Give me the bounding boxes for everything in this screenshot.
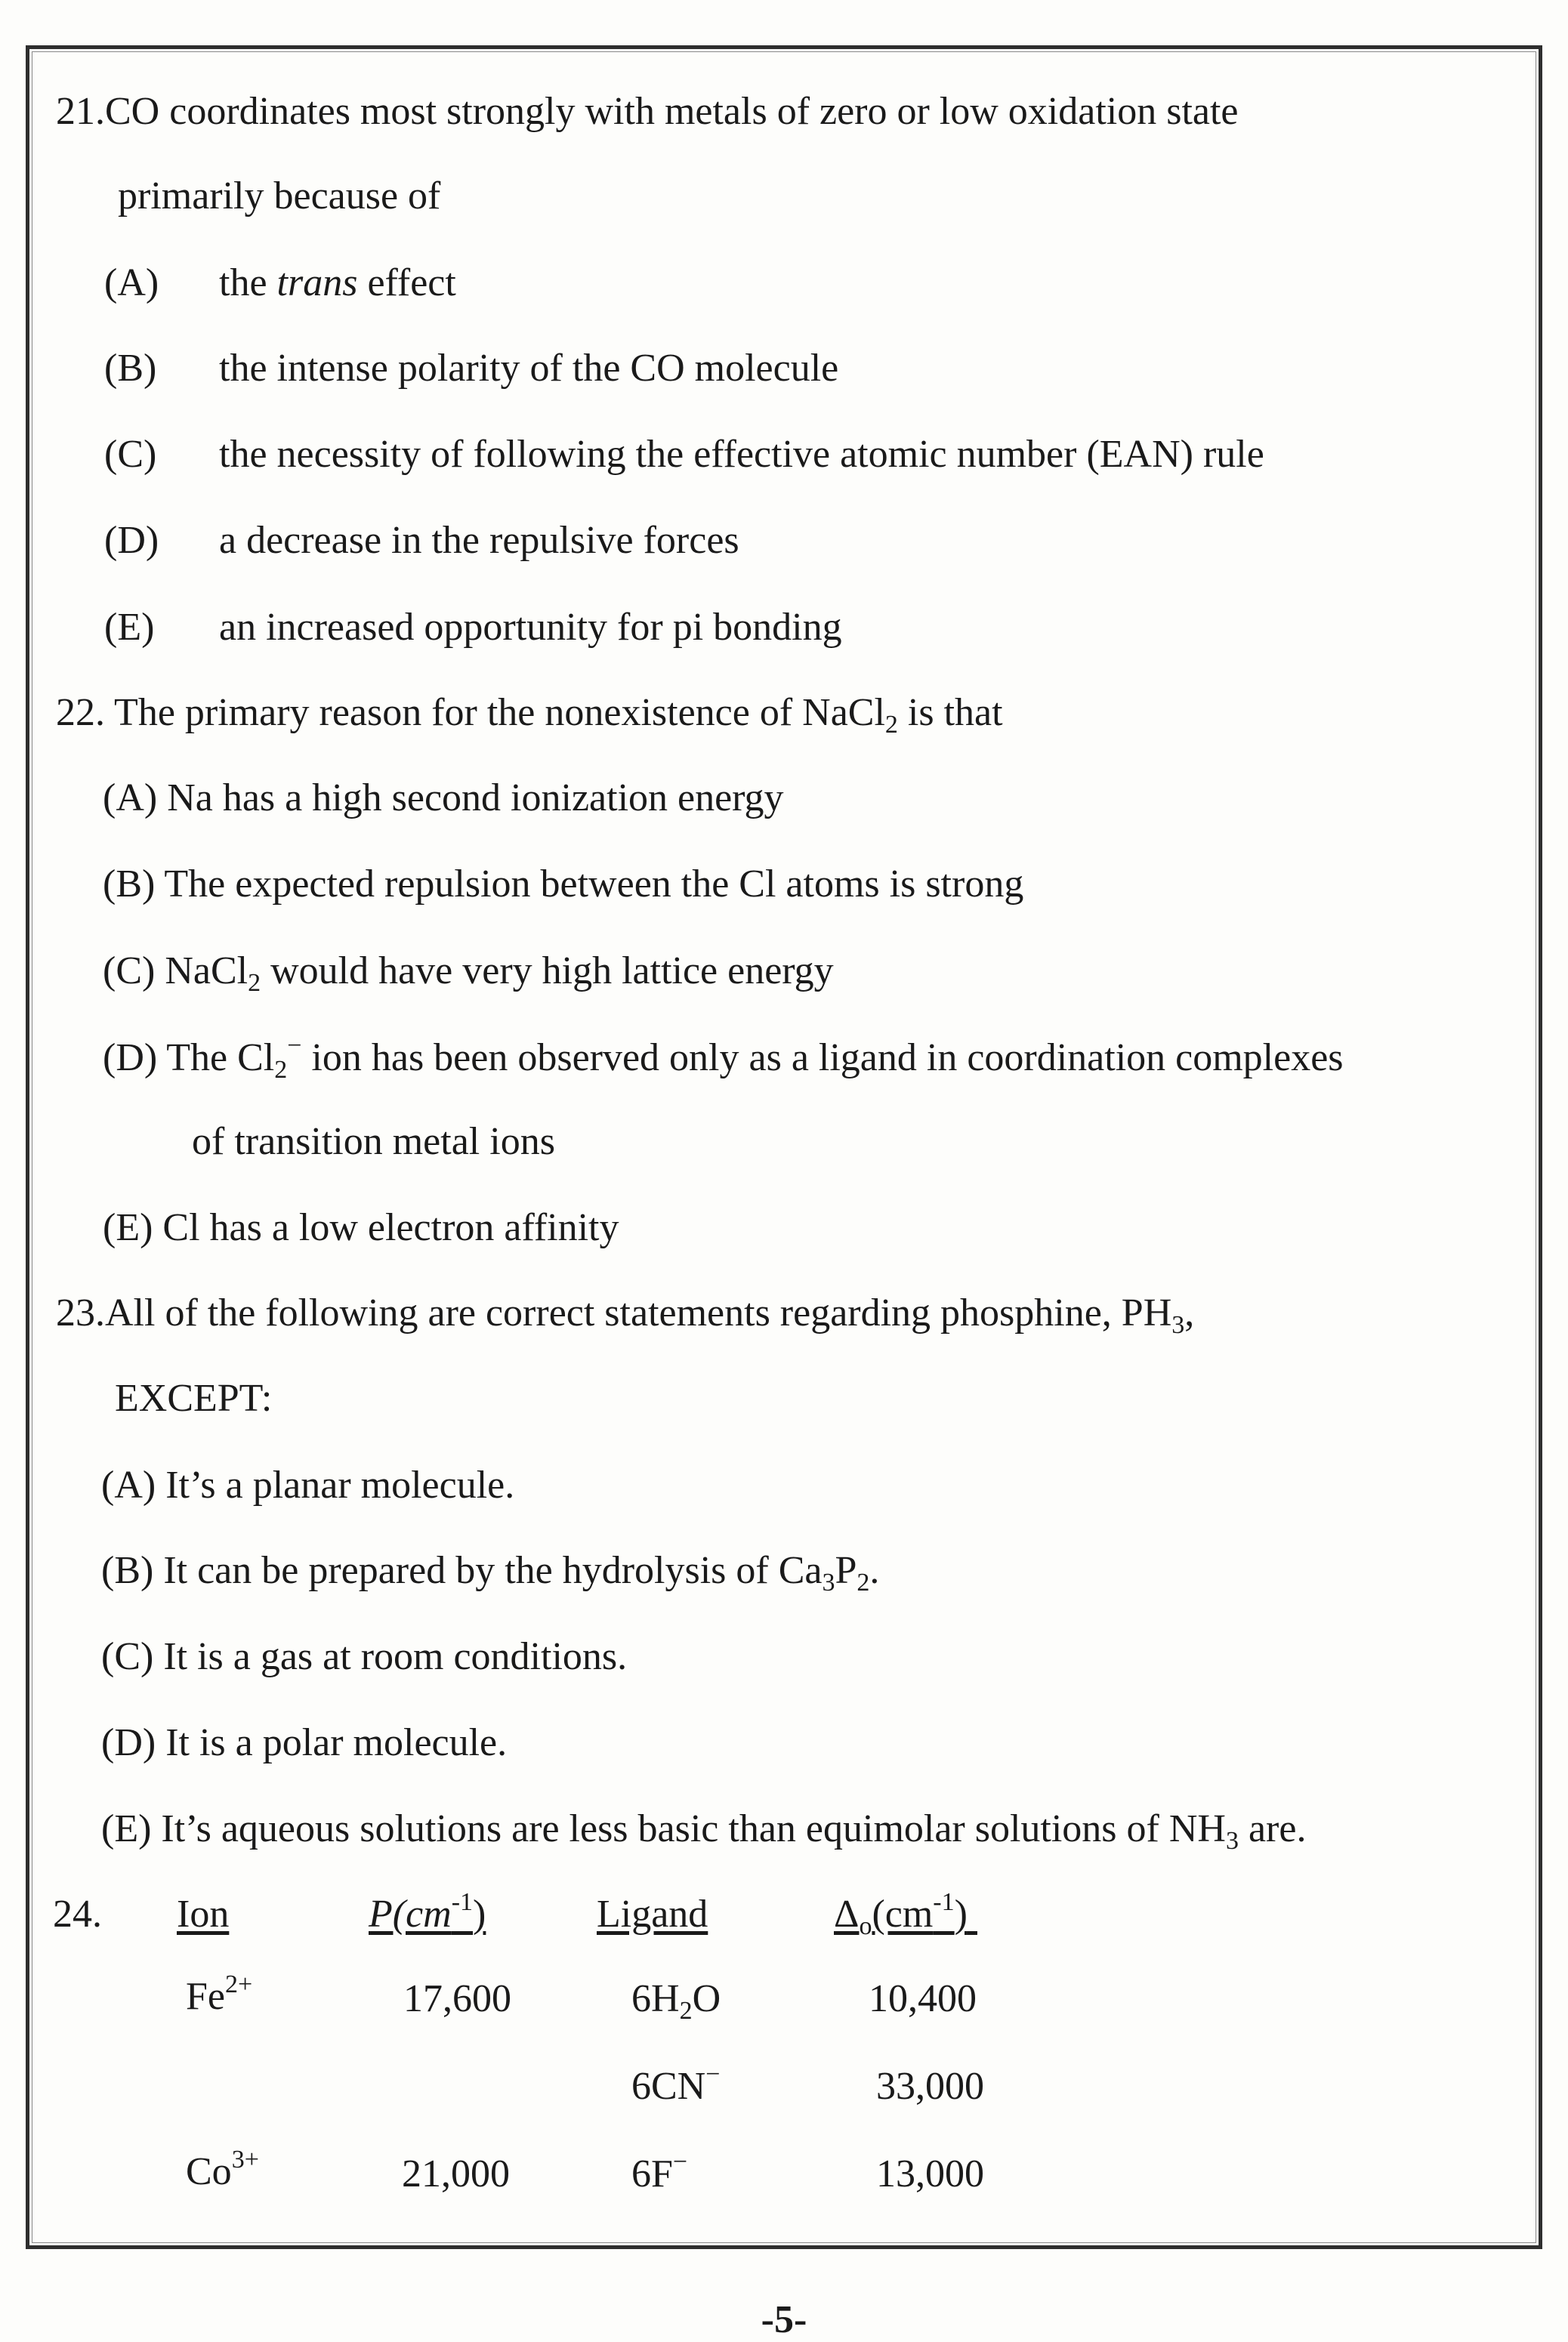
q22-option-b: (B) The expected repulsion between the Cl atoms is strong [103,862,1024,906]
q24-row2-delta: 33,000 [876,2065,984,2108]
q21-option-a-text: the trans effect [219,261,456,304]
q23-option-a: (A) It’s a planar molecule. [101,1464,515,1507]
q24-row1-delta: 10,400 [869,1977,977,2020]
q24-header-p: $P(cm^{-1})$ [369,1888,486,1936]
page-number: -5- [761,2298,807,2341]
q24-row1-p: 17,600 [403,1977,511,2020]
q22-option-e: (E) Cl has a low electron affinity [103,1206,619,1249]
q23-option-c: (C) It is a gas at room conditions. [101,1635,628,1678]
q23-stem-line1: 23.All of the following are correct statements regarding phosphine, $PH_3$, [56,1291,1195,1339]
q21-stem-line1: 21.CO coordinates most strongly with metals of zero or low oxidation state [56,90,1239,133]
q21-option-b-text: the intense polarity of the CO molecule [219,347,839,390]
q24-row3-ion: $Co^{3+}$ [186,2146,259,2193]
q21-option-e: (E) [104,606,155,649]
q24-row3-p: 21,000 [402,2152,510,2195]
q21-option-c: (C) [104,433,157,476]
q24-number: 24. [53,1893,102,1936]
q21-option-d-text: a decrease in the repulsive forces [219,519,739,562]
q24-row3-ligand: 6F− [631,2148,688,2195]
q22-option-d: (D) The $Cl_2^-$ ion has been observed only as a ligand in coordination complexes [103,1032,1344,1084]
q24-row1-ion: $Fe^{2+}$ [186,1970,253,2018]
q23-option-e: (E) It’s aqueous solutions are less basic than equimolar solutions of $NH_3$ are. [101,1807,1307,1855]
q24-header-ion: Ion [177,1893,230,1936]
q21-option-e-text: an increased opportunity for pi bonding [219,606,842,649]
q23-option-b: (B) It can be prepared by the hydrolysis of $Ca_3P_2$. [101,1549,880,1597]
q21-option-b: (B) [104,347,157,390]
q22-option-d-cont: of transition metal ions [192,1120,555,1163]
q24-row1-ligand: $6H_2O$ [631,1977,721,2025]
q23-stem-line2: EXCEPT: [115,1377,273,1420]
q21-option-a: (A) [104,261,159,304]
q21-option-c-text: the necessity of following the effective atomic number (EAN) rule [219,433,1264,476]
q24-row2-ligand: 6CN− [631,2060,721,2108]
q23-option-d: (D) It is a polar molecule. [101,1721,508,1764]
q22-option-a: (A) Na has a high second ionization energy [103,776,784,819]
q21-stem-line2: primarily because of [118,174,441,218]
q24-header-delta: $\Delta_o(cm^{-1})$ [834,1888,968,1940]
q22-stem: 22. The primary reason for the nonexistence of NaCl$_2$ is that [56,691,1003,739]
q24-header-ligand: Ligand [597,1893,708,1936]
q24-row3-delta: 13,000 [876,2152,984,2195]
q22-option-c: (C) NaCl$_2$ would have very high lattice energy [103,949,834,997]
q21-option-d: (D) [104,519,159,562]
